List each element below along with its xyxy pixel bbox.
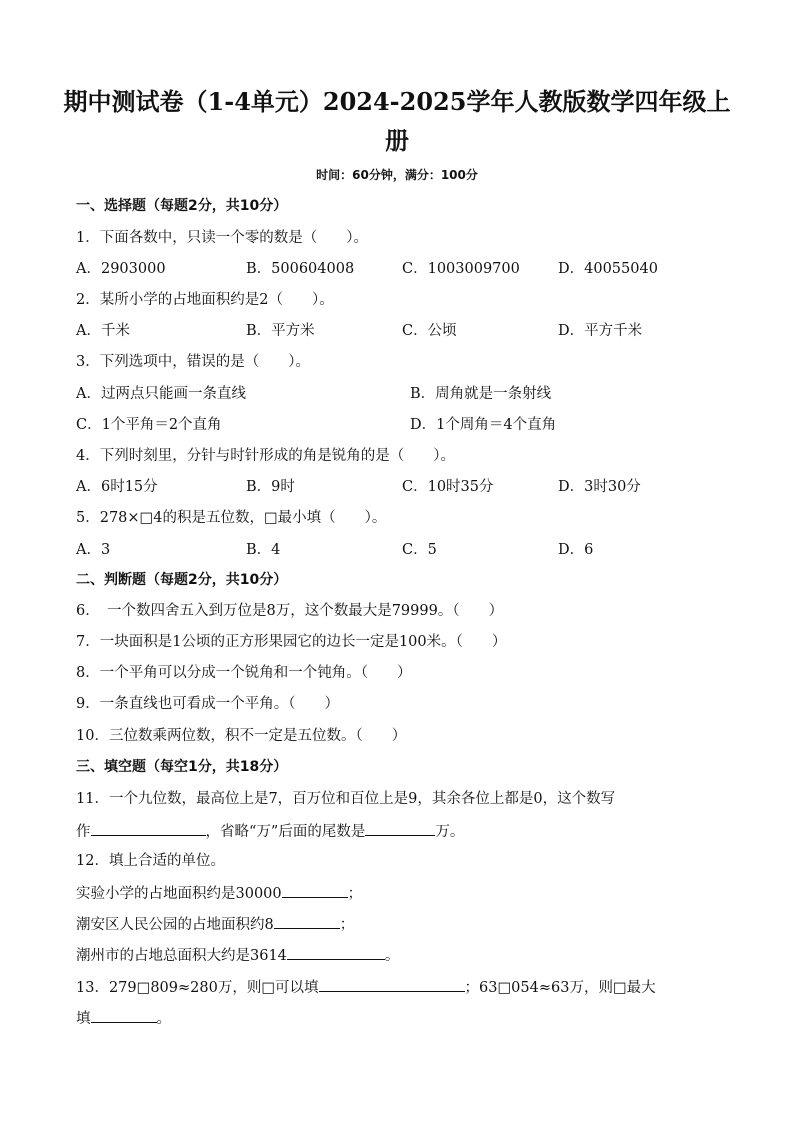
- q1-option-a[interactable]: A．2903000: [76, 261, 166, 277]
- q3-option-d[interactable]: D．1个周角＝4个直角: [410, 417, 557, 433]
- question-13-line-1: [76, 976, 656, 998]
- q13-text-1: 13．279□809≈280万，则□可以填: [76, 980, 319, 996]
- q1-option-b[interactable]: B．500604008: [246, 261, 355, 277]
- question-10: 10．三位数乘两位数，积不一定是五位数。（ ）: [76, 728, 407, 744]
- question-5: 5．278×□4的积是五位数，□最小填（ ）。: [76, 510, 387, 526]
- question-1: 1．下面各数中，只读一个零的数是（ ）。: [76, 230, 368, 246]
- question-3: 3．下列选项中，错误的是（ ）。: [76, 354, 310, 370]
- section-1-heading: 一、选择题（每题2分，共10分）: [76, 198, 288, 214]
- q4-option-b[interactable]: B．9时: [246, 479, 295, 495]
- q5-option-d[interactable]: D．6: [558, 542, 594, 558]
- q12b-answer-blank[interactable]: [274, 913, 340, 929]
- q12-item-b: [76, 913, 354, 935]
- title-line-1: 期中测试卷（1-4单元）2024-2025学年人教版数学四年级上: [63, 87, 731, 116]
- question-11-line-2: [76, 820, 464, 842]
- q11-prefix: 作: [76, 824, 91, 840]
- question-9: 9．一条直线也可看成一个平角。（ ）: [76, 696, 339, 712]
- q5-option-c[interactable]: C．5: [402, 542, 437, 558]
- q12b-end: ；: [339, 917, 355, 933]
- q4-option-d[interactable]: D．3时30分: [558, 479, 641, 495]
- q12b-text: 潮安区人民公园的占地面积约8: [76, 917, 274, 933]
- section-3-heading: 三、填空题（每空1分，共18分）: [76, 759, 288, 775]
- q11-answer-blank-2[interactable]: [365, 820, 435, 836]
- q12a-text: 实验小学的占地面积约是30000: [76, 886, 282, 902]
- q12c-end: 。: [384, 948, 400, 964]
- question-8: 8．一个平角可以分成一个锐角和一个钝角。（ ）: [76, 665, 412, 681]
- q2-option-d[interactable]: D．平方千米: [558, 323, 643, 339]
- q11-answer-blank-1[interactable]: [91, 820, 206, 836]
- q12-item-c: [76, 944, 399, 966]
- exam-subtitle: 时间：60分钟，满分：100分: [316, 168, 478, 182]
- q4-option-a[interactable]: A．6时15分: [76, 479, 158, 495]
- question-6: 6． 一个数四舍五入到万位是8万，这个数最大是79999。（ ）: [76, 603, 504, 619]
- q13-text-3: 填: [76, 1011, 91, 1027]
- q2-option-b[interactable]: B．平方米: [246, 323, 315, 339]
- q12c-answer-blank[interactable]: [287, 944, 385, 960]
- question-11-line-1: 11．一个九位数，最高位上是7，百万位和百位上是9，其余各位上都是0，这个数写: [76, 791, 616, 807]
- q2-option-a[interactable]: A．千米: [76, 323, 130, 339]
- q3-option-b[interactable]: B．周角就是一条射线: [410, 386, 552, 402]
- q12c-text: 潮州市的占地总面积大约是3614: [76, 948, 287, 964]
- q5-option-b[interactable]: B．4: [246, 542, 281, 558]
- q13-text-2: ；63□054≈63万，则□最大: [464, 980, 656, 996]
- title-line-2: 册: [385, 126, 409, 155]
- question-2: 2．某所小学的占地面积约是2（ ）。: [76, 292, 334, 308]
- q1-option-d[interactable]: D．40055040: [558, 261, 658, 277]
- q5-option-a[interactable]: A．3: [76, 542, 111, 558]
- q13-answer-blank-1[interactable]: [319, 976, 465, 992]
- q13-answer-blank-2[interactable]: [91, 1007, 157, 1023]
- q4-option-c[interactable]: C．10时35分: [402, 479, 494, 495]
- q11-suffix: 万。: [435, 824, 465, 840]
- question-13-line-2: [76, 1007, 171, 1029]
- q11-middle: ，省略“万”后面的尾数是: [205, 824, 366, 840]
- q12a-end: ；: [347, 886, 363, 902]
- q2-option-c[interactable]: C．公顷: [402, 323, 457, 339]
- q3-option-c[interactable]: C．1个平角＝2个直角: [76, 417, 222, 433]
- q1-option-c[interactable]: C．1003009700: [402, 261, 520, 277]
- question-7: 7．一块面积是1公顷的正方形果园它的边长一定是100米。（ ）: [76, 634, 507, 650]
- question-12: 12．填上合适的单位。: [76, 853, 225, 869]
- q12a-answer-blank[interactable]: [282, 882, 348, 898]
- question-4: 4．下列时刻里，分针与时针形成的角是锐角的是（ ）。: [76, 448, 455, 464]
- q13-text-4: 。: [156, 1011, 171, 1027]
- q3-option-a[interactable]: A．过两点只能画一条直线: [76, 386, 246, 402]
- section-2-heading: 二、判断题（每题2分，共10分）: [76, 572, 288, 588]
- q12-item-a: [76, 882, 362, 904]
